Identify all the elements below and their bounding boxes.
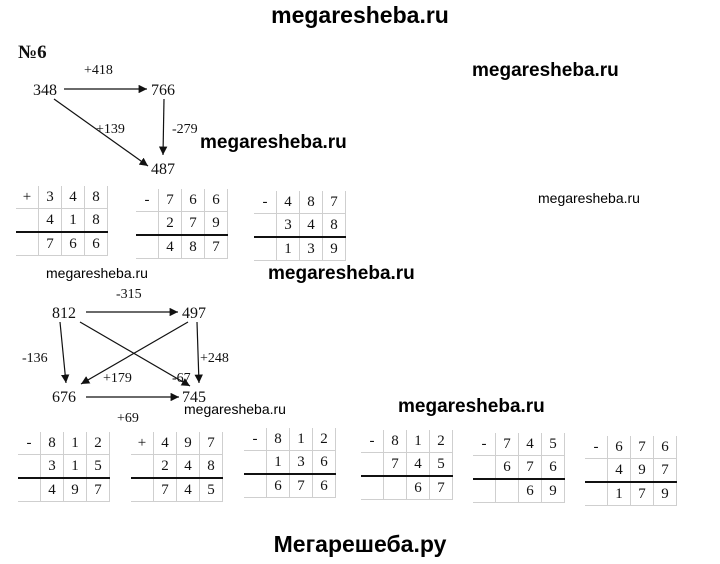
digit-cell: 4 [608, 459, 631, 483]
digit-cell: 8 [200, 455, 223, 479]
label-minus-136: -136 [22, 351, 48, 366]
operator-sign: - [254, 191, 277, 214]
digit-cell: 7 [384, 453, 407, 477]
digit-cell: 4 [39, 209, 62, 233]
digit-cell: 6 [496, 456, 519, 480]
digit-cell [361, 476, 384, 500]
column-calc [361, 430, 453, 500]
digit-cell: 1 [277, 237, 300, 261]
watermark: megaresheba.ru [184, 401, 286, 417]
digit-cell: 7 [631, 482, 654, 506]
label-plus-179: +179 [103, 371, 132, 386]
digit-cell [496, 479, 519, 503]
node-497: 497 [182, 305, 206, 322]
digit-cell: 1 [290, 428, 313, 451]
digit-cell: 8 [85, 209, 108, 233]
digit-cell: 7 [496, 433, 519, 456]
digit-cell: 7 [182, 212, 205, 236]
digit-cell: 6 [608, 436, 631, 459]
digit-cell: 5 [87, 455, 110, 479]
digit-cell [384, 476, 407, 500]
column-calc [585, 436, 677, 506]
digit-cell: 1 [608, 482, 631, 506]
node-487: 487 [151, 161, 175, 178]
digit-cell: 7 [654, 459, 677, 483]
digit-cell [473, 479, 496, 503]
digit-cell: 8 [41, 432, 64, 455]
digit-cell: 7 [631, 436, 654, 459]
node-676: 676 [52, 389, 76, 406]
digit-cell: 5 [542, 433, 565, 456]
digit-cell: 6 [267, 474, 290, 498]
digit-cell: 1 [267, 451, 290, 475]
operator-sign: + [131, 432, 154, 455]
digit-cell: 7 [430, 476, 453, 500]
digit-cell: 6 [519, 479, 542, 503]
operator-sign: - [585, 436, 608, 459]
digit-cell: 5 [430, 453, 453, 477]
digit-cell: 6 [407, 476, 430, 500]
digit-cell: 6 [313, 451, 336, 475]
operator-sign: - [473, 433, 496, 456]
digit-cell: 8 [85, 186, 108, 209]
arrow-497-745 [197, 322, 199, 383]
digit-cell: 7 [154, 478, 177, 502]
digit-cell: 8 [323, 214, 346, 238]
operator-sign: - [361, 430, 384, 453]
label-plus-69: +69 [117, 411, 139, 426]
digit-cell [361, 453, 384, 477]
column-calc [136, 189, 228, 259]
label-plus-139: +139 [96, 122, 125, 137]
digit-cell: 1 [62, 209, 85, 233]
digit-cell [136, 235, 159, 259]
digit-cell: 4 [407, 453, 430, 477]
digit-cell: 7 [323, 191, 346, 214]
digit-cell: 7 [200, 432, 223, 455]
digit-cell: 4 [277, 191, 300, 214]
digit-cell [244, 474, 267, 498]
digit-cell: 9 [205, 212, 228, 236]
digit-cell: 1 [64, 455, 87, 479]
node-812: 812 [52, 305, 76, 322]
digit-cell: 6 [654, 436, 677, 459]
digit-cell: 1 [64, 432, 87, 455]
arrow-766-487 [163, 99, 164, 155]
label-plus-248: +248 [200, 351, 229, 366]
digit-cell: 3 [290, 451, 313, 475]
label-minus-279: -279 [172, 122, 198, 137]
column-calc [18, 432, 110, 502]
digit-cell: 9 [542, 479, 565, 503]
digit-cell [16, 232, 39, 256]
label-plus-418: +418 [84, 63, 113, 78]
digit-cell [136, 212, 159, 236]
label-minus-315: -315 [116, 287, 142, 302]
digit-cell: 7 [205, 235, 228, 259]
operator-sign: - [244, 428, 267, 451]
digit-cell: 8 [300, 191, 323, 214]
column-calc [16, 186, 108, 256]
digit-cell: 4 [154, 432, 177, 455]
digit-cell: 8 [182, 235, 205, 259]
column-calc [244, 428, 336, 498]
digit-cell: 3 [41, 455, 64, 479]
digit-cell: 4 [159, 235, 182, 259]
digit-cell [244, 451, 267, 475]
digit-cell: 3 [277, 214, 300, 238]
node-745: 745 [182, 389, 206, 406]
watermark: megaresheba.ru [200, 132, 347, 153]
digit-cell: 1 [407, 430, 430, 453]
label-minus-67: -67 [172, 371, 191, 386]
digit-cell: 9 [631, 459, 654, 483]
digit-cell [254, 214, 277, 238]
digit-cell: 4 [300, 214, 323, 238]
digit-cell [473, 456, 496, 480]
digit-cell: 2 [154, 455, 177, 479]
column-calc [254, 191, 346, 261]
digit-cell: 4 [41, 478, 64, 502]
digit-cell [18, 478, 41, 502]
watermark: megaresheba.ru [268, 263, 415, 284]
digit-cell: 4 [177, 478, 200, 502]
watermark: megaresheba.ru [472, 60, 619, 81]
digit-cell: 7 [159, 189, 182, 212]
digit-cell: 6 [313, 474, 336, 498]
digit-cell: 6 [205, 189, 228, 212]
digit-cell: 6 [85, 232, 108, 256]
column-calc [473, 433, 565, 503]
node-348: 348 [33, 82, 57, 99]
watermark: megaresheba.ru [538, 190, 640, 206]
digit-cell: 2 [159, 212, 182, 236]
watermark-top: megaresheba.ru [271, 2, 449, 28]
digit-cell [585, 459, 608, 483]
digit-cell: 7 [87, 478, 110, 502]
task-number: №6 [18, 42, 47, 63]
digit-cell: 7 [290, 474, 313, 498]
arrow-812-676 [60, 322, 66, 383]
node-766: 766 [151, 82, 175, 99]
watermark: megaresheba.ru [46, 265, 148, 281]
watermark-bottom: Мегарешеба.ру [273, 531, 447, 557]
digit-cell: 8 [267, 428, 290, 451]
digit-cell: 7 [39, 232, 62, 256]
digit-cell [585, 482, 608, 506]
digit-cell: 9 [323, 237, 346, 261]
digit-cell [131, 478, 154, 502]
digit-cell [131, 455, 154, 479]
digit-cell: 3 [300, 237, 323, 261]
operator-sign: + [16, 186, 39, 209]
digit-cell: 8 [384, 430, 407, 453]
column-calc [131, 432, 223, 502]
digit-cell [18, 455, 41, 479]
digit-cell: 6 [182, 189, 205, 212]
digit-cell: 6 [542, 456, 565, 480]
digit-cell: 6 [62, 232, 85, 256]
digit-cell: 2 [430, 430, 453, 453]
digit-cell: 2 [313, 428, 336, 451]
operator-sign: - [18, 432, 41, 455]
digit-cell: 7 [519, 456, 542, 480]
digit-cell [16, 209, 39, 233]
digit-cell: 3 [39, 186, 62, 209]
watermark: megaresheba.ru [398, 396, 545, 417]
digit-cell: 5 [200, 478, 223, 502]
digit-cell: 4 [62, 186, 85, 209]
digit-cell: 9 [654, 482, 677, 506]
digit-cell: 9 [64, 478, 87, 502]
digit-cell: 4 [177, 455, 200, 479]
operator-sign: - [136, 189, 159, 212]
digit-cell: 4 [519, 433, 542, 456]
digit-cell: 9 [177, 432, 200, 455]
digit-cell [254, 237, 277, 261]
digit-cell: 2 [87, 432, 110, 455]
